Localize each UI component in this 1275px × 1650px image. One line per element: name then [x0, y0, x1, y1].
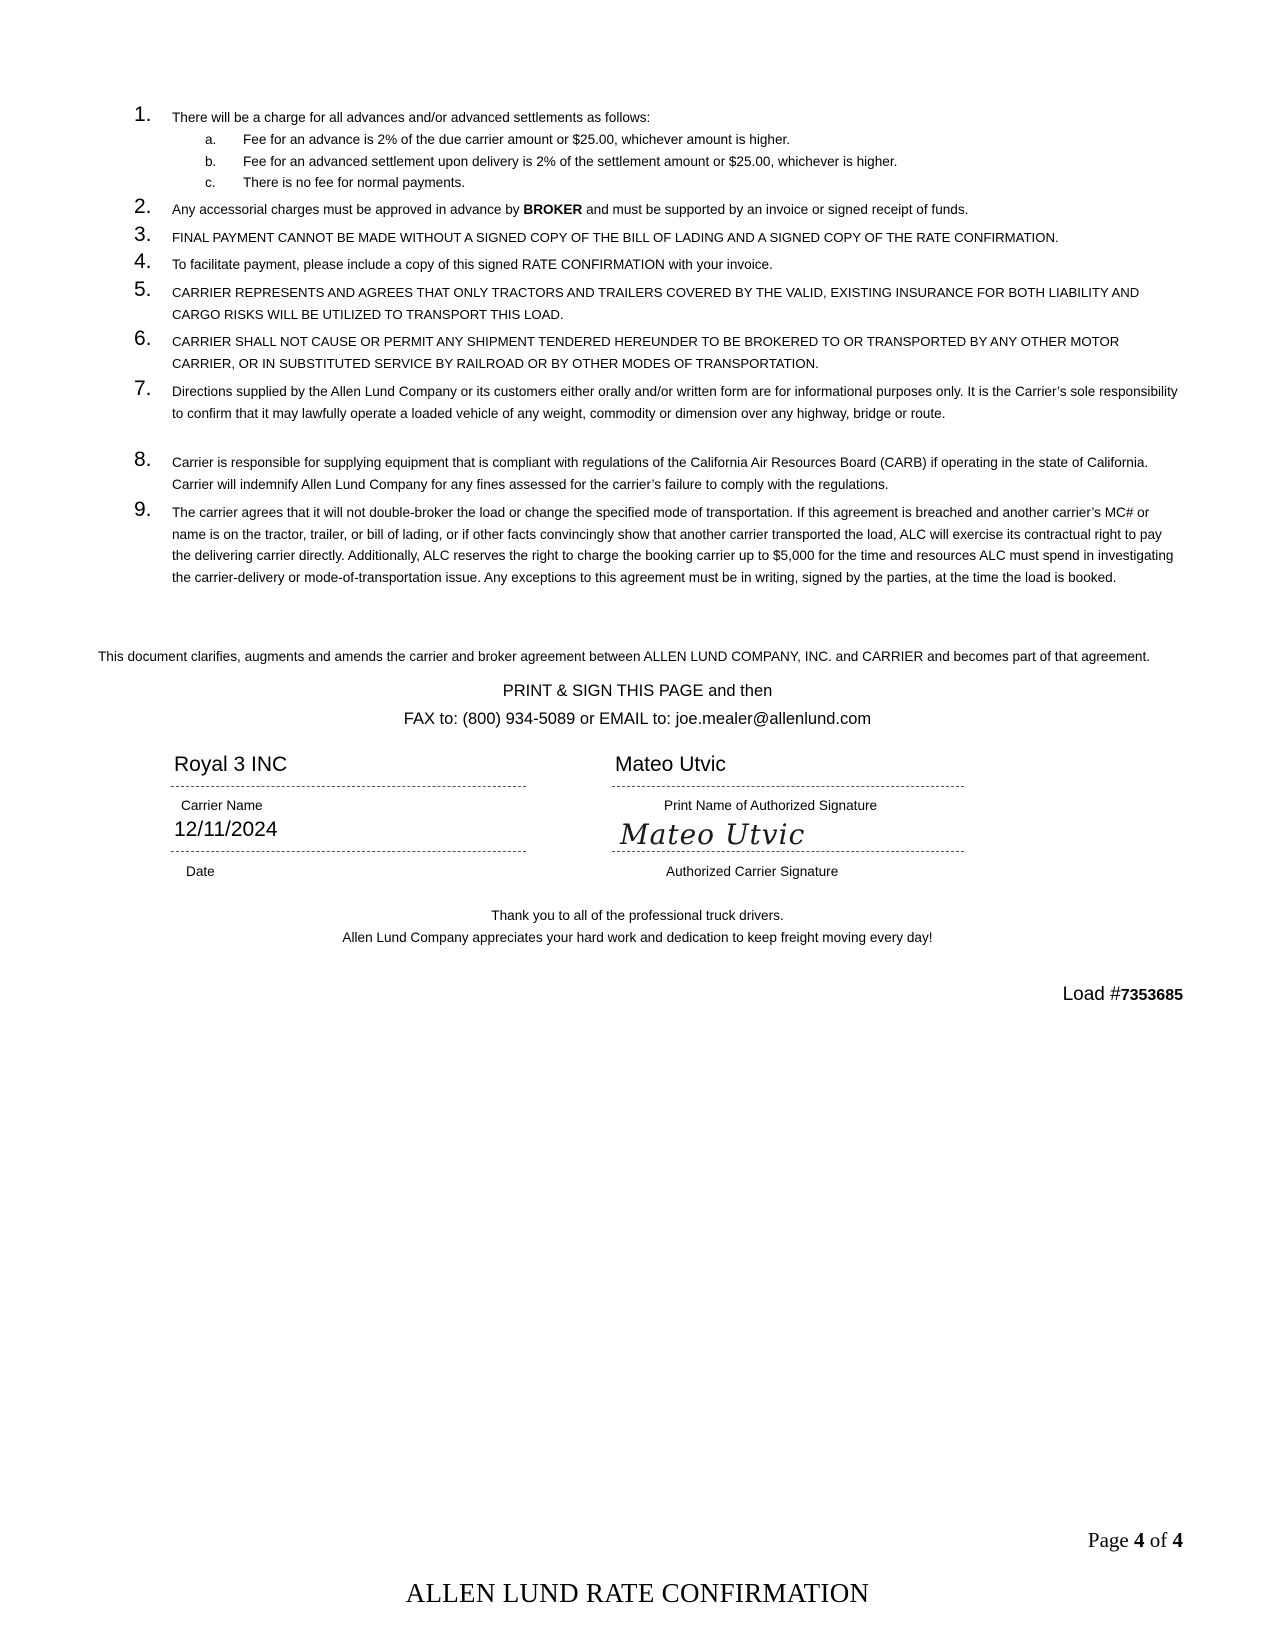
term-text: FINAL PAYMENT CANNOT BE MADE WITHOUT A SIGNED COPY OF THE BILL OF LADING AND A SIGNED COPY OF THE RATE CONFIRMATION. — [172, 230, 1059, 245]
term-item-1 — [134, 103, 1182, 129]
term-number: 8. — [134, 448, 152, 471]
subitem-text: Fee for an advanced settlement upon delivery is 2% of the settlement amount or $25.00, whichever is higher. — [243, 154, 898, 169]
page-indicator — [1088, 1528, 1183, 1553]
term-number: 4. — [134, 250, 152, 273]
term-number: 6. — [134, 327, 152, 350]
load-number — [1063, 984, 1183, 1006]
signature-image — [618, 816, 818, 852]
print-name-underline — [612, 786, 964, 787]
term-item-3 — [134, 223, 1182, 249]
load-value: 7353685 — [1120, 987, 1183, 1004]
term-subitem-a — [205, 129, 791, 150]
signature-label: Authorized Carrier Signature — [666, 864, 839, 879]
page-prefix: Page — [1087, 1528, 1134, 1552]
signature-text: Mateo Utvic — [620, 818, 806, 851]
print-name-label: Print Name of Authorized Signature — [664, 798, 878, 813]
term-item-7 — [134, 377, 1182, 424]
page-middle: of — [1144, 1528, 1173, 1552]
thanks-line-2: Allen Lund Company appreciates your hard work and dedication to keep freight moving every day! — [342, 930, 933, 945]
subitem-letter: c. — [205, 175, 216, 190]
term-item-5 — [134, 278, 1182, 325]
carrier-name-underline — [171, 786, 526, 787]
term-item-2 — [134, 195, 1182, 221]
subitem-text: Fee for an advance is 2% of the due carrier amount or $25.00, whichever amount is higher. — [243, 132, 791, 147]
term-item-8 — [134, 448, 1182, 495]
print-name-value: Mateo Utvic — [615, 753, 726, 776]
term-subitem-b — [205, 151, 898, 172]
date-label: Date — [186, 864, 215, 879]
term-number: 3. — [134, 223, 152, 246]
term-bold-text: BROKER — [523, 202, 583, 217]
carrier-name-label: Carrier Name — [181, 798, 263, 813]
instructions-line-2: FAX to: (800) 934-5089 or EMAIL to: joe.mealer@allenlund.com — [403, 710, 872, 728]
term-item-6 — [134, 327, 1182, 374]
term-text: CARRIER SHALL NOT CAUSE OR PERMIT ANY SHIPMENT TENDERED HEREUNDER TO BE BROKERED TO OR TRANSPORTED BY ANY OTHER MOTOR CARRIER, OR IN SUBSTITUTED SERVICE BY RAILROAD OR BY OTHER MODES OF TRANSPORTATION. — [172, 334, 1120, 371]
term-text: Carrier is responsible for supplying equipment that is compliant with regulations of the California Air Resources Board (CARB) if operating in the state of California. Carrier will indemnify Allen Lund Company for any fines assessed for the carrier’s failure to comply with the regulations. — [172, 455, 1149, 492]
term-text: The carrier agrees that it will not double-broker the load or change the specified mode of transportation. If this agreement is breached and another carrier’s MC# or name is on the tractor, trailer, or bill of lading, or if other facts convincingly show that another carrier transported the load, ALC will exercise its contractual right to pay the delivering carrier directly. Additionally, ALC reserves the right to charge the booking carrier up to $5,000 for the time and resources ALC must spend in investigating the carrier-delivery or mode-of-transportation issue. Any exceptions to this agreement must be in writing, signed by the parties, at the time the load is booked. — [172, 505, 1174, 585]
carrier-name-value: Royal 3 INC — [174, 753, 288, 776]
term-number: 5. — [134, 278, 152, 301]
term-text: To facilitate payment, please include a copy of this signed RATE CONFIRMATION with your invoice. — [172, 257, 773, 272]
term-text-before: Any accessorial charges must be approved in advance by — [172, 202, 524, 217]
term-number: 1. — [134, 103, 152, 126]
date-underline — [171, 851, 526, 852]
term-item-9 — [134, 498, 1182, 588]
term-text: Directions supplied by the Allen Lund Company or its customers either orally and/or written form are for informational purposes only. It is the Carrier’s sole responsibility to confirm that it may lawfully operate a loaded vehicle of any weight, commodity or dimension over any highway, bridge or route. — [172, 384, 1178, 421]
subitem-letter: b. — [205, 154, 217, 169]
page-total: 4 — [1172, 1528, 1183, 1552]
subitem-letter: a. — [205, 132, 217, 147]
thanks-line-1: Thank you to all of the professional truck drivers. — [491, 908, 784, 923]
term-number: 2. — [134, 195, 152, 218]
date-value: 12/11/2024 — [174, 818, 278, 841]
page-current: 4 — [1134, 1528, 1145, 1552]
term-subitem-c — [205, 172, 466, 193]
instructions-line-1: PRINT & SIGN THIS PAGE and then — [502, 682, 773, 700]
term-item-4 — [134, 250, 1182, 276]
term-number: 9. — [134, 498, 152, 521]
subitem-text: There is no fee for normal payments. — [243, 175, 466, 190]
term-text-after: and must be supported by an invoice or signed receipt of funds. — [582, 202, 969, 217]
agreement-paragraph: This document clarifies, augments and amends the carrier and broker agreement between ALLEN LUND COMPANY, INC. and CARRIER and becomes part of that agreement. — [98, 649, 1151, 664]
term-text: CARRIER REPRESENTS AND AGREES THAT ONLY TRACTORS AND TRAILERS COVERED BY THE VALID, EXISTING INSURANCE FOR BOTH LIABILITY AND CARGO RISKS WILL BE UTILIZED TO TRANSPORT THIS LOAD. — [172, 285, 1140, 322]
load-label: Load # — [1062, 984, 1121, 1005]
footer-title: ALLEN LUND RATE CONFIRMATION — [405, 1578, 870, 1608]
signature-underline — [612, 851, 964, 852]
term-number: 7. — [134, 377, 152, 400]
term-text: There will be a charge for all advances and/or advanced settlements as follows: — [172, 110, 651, 125]
